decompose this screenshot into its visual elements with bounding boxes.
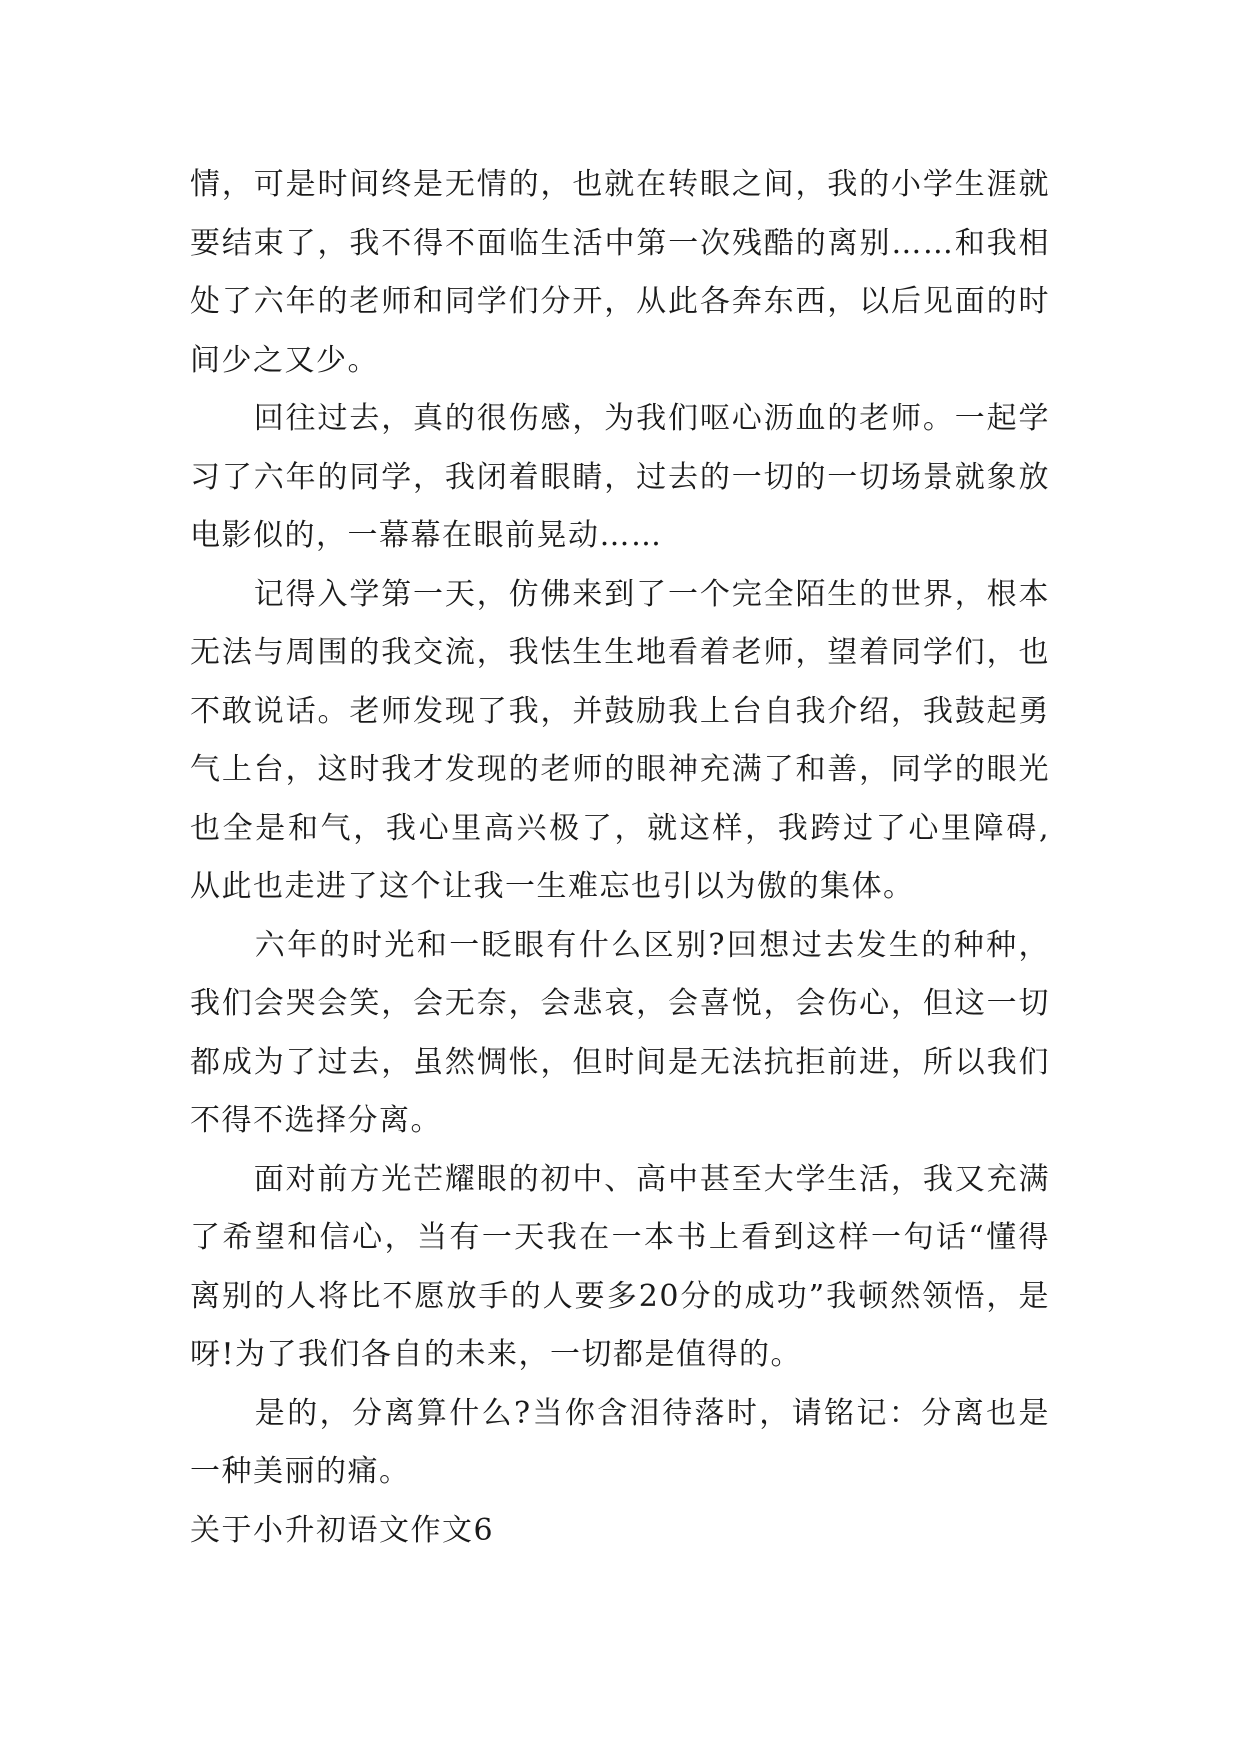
section-heading: 关于小升初语文作文6	[190, 1512, 495, 1548]
paragraph-3: 记得入学第一天，仿佛来到了一个完全陌生的世界，根本无法与周围的我交流，我怯生生地看着老师，望着同学们，也不敢说话。老师发现了我，并鼓励我上台自我介绍，我鼓起勇气上台，这时我才发现的老师的眼神充满了和善，同学的眼光也全是和气，我心里高兴极了，就这样，我跨过了心里障碍,从此也走进了这个让我一生难忘也引以为傲的集体。	[190, 576, 1050, 904]
paragraph-5: 面对前方光芒耀眼的初中、高中甚至大学生活，我又充满了希望和信心，当有一天我在一本书上看到这样一句话“懂得离别的人将比不愿放手的人要多20分的成功”我顿然领悟，是呀!为了我们各自的未来，一切都是值得的。	[190, 1161, 1050, 1372]
paragraph-6: 是的，分离算什么?当你含泪待落时，请铭记：分离也是一种美丽的痛。	[190, 1395, 1050, 1489]
document-body	[190, 156, 1050, 1560]
paragraph-4: 六年的时光和一眨眼有什么区别?回想过去发生的种种，我们会哭会笑，会无奈，会悲哀，会喜悦，会伤心，但这一切都成为了过去，虽然惆怅，但时间是无法抗拒前进，所以我们不得不选择分离。	[190, 927, 1050, 1138]
paragraph-2: 回往过去，真的很伤感，为我们呕心沥血的老师。一起学习了六年的同学，我闭着眼睛，过去的一切的一切场景就象放电影似的，一幕幕在眼前晃动……	[190, 401, 1050, 553]
paragraph-1: 情，可是时间终是无情的，也就在转眼之间，我的小学生涯就要结束了，我不得不面临生活中第一次残酷的离别……和我相处了六年的老师和同学们分开，从此各奔东西，以后见面的时间少之又少。	[190, 167, 1050, 378]
